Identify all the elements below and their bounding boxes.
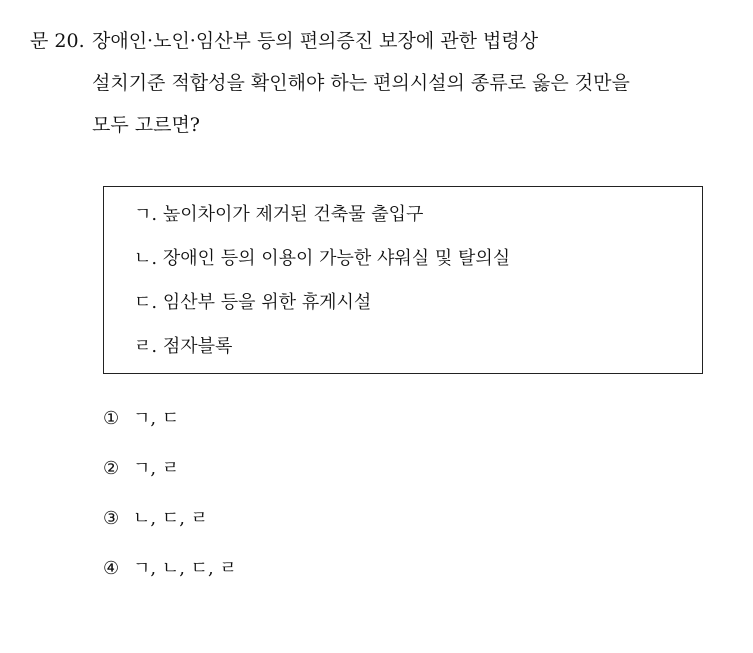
box-item-3: ㄷ. 임산부 등을 위한 휴게시설 [134, 292, 372, 313]
answer-choice-3[interactable] [103, 494, 237, 544]
answer-choice-2[interactable] [103, 444, 237, 494]
answer-choices [103, 394, 237, 594]
choice-text: ㄱ, ㄴ, ㄷ, ㄹ [133, 558, 237, 579]
choice-marker: ① [103, 408, 120, 429]
answer-choice-4[interactable] [103, 544, 237, 594]
question-number: 문 20. [30, 30, 85, 52]
box-item-2: ㄴ. 장애인 등의 이용이 가능한 샤워실 및 탈의실 [134, 248, 511, 269]
choice-text: ㄴ, ㄷ, ㄹ [133, 508, 209, 529]
box-item-1: ㄱ. 높이차이가 제거된 건축물 출입구 [134, 204, 424, 225]
choice-marker: ③ [103, 508, 120, 529]
choice-text: ㄱ, ㄹ [133, 458, 180, 479]
box-item-4: ㄹ. 점자블록 [134, 336, 233, 357]
answer-choice-1[interactable] [103, 394, 237, 444]
question-text-1: 장애인·노인·임산부 등의 편의증진 보장에 관한 법령상 [92, 30, 539, 52]
choice-text: ㄱ, ㄷ [133, 408, 180, 429]
choice-marker: ② [103, 458, 120, 479]
question-text-3: 모두 고르면? [92, 114, 200, 136]
question-stem [30, 20, 730, 146]
options-box [103, 186, 703, 374]
question-text-2: 설치기준 적합성을 확인해야 하는 편의시설의 종류로 옳은 것만을 [92, 72, 630, 94]
question-line-1 [30, 20, 730, 62]
choice-marker: ④ [103, 558, 120, 579]
